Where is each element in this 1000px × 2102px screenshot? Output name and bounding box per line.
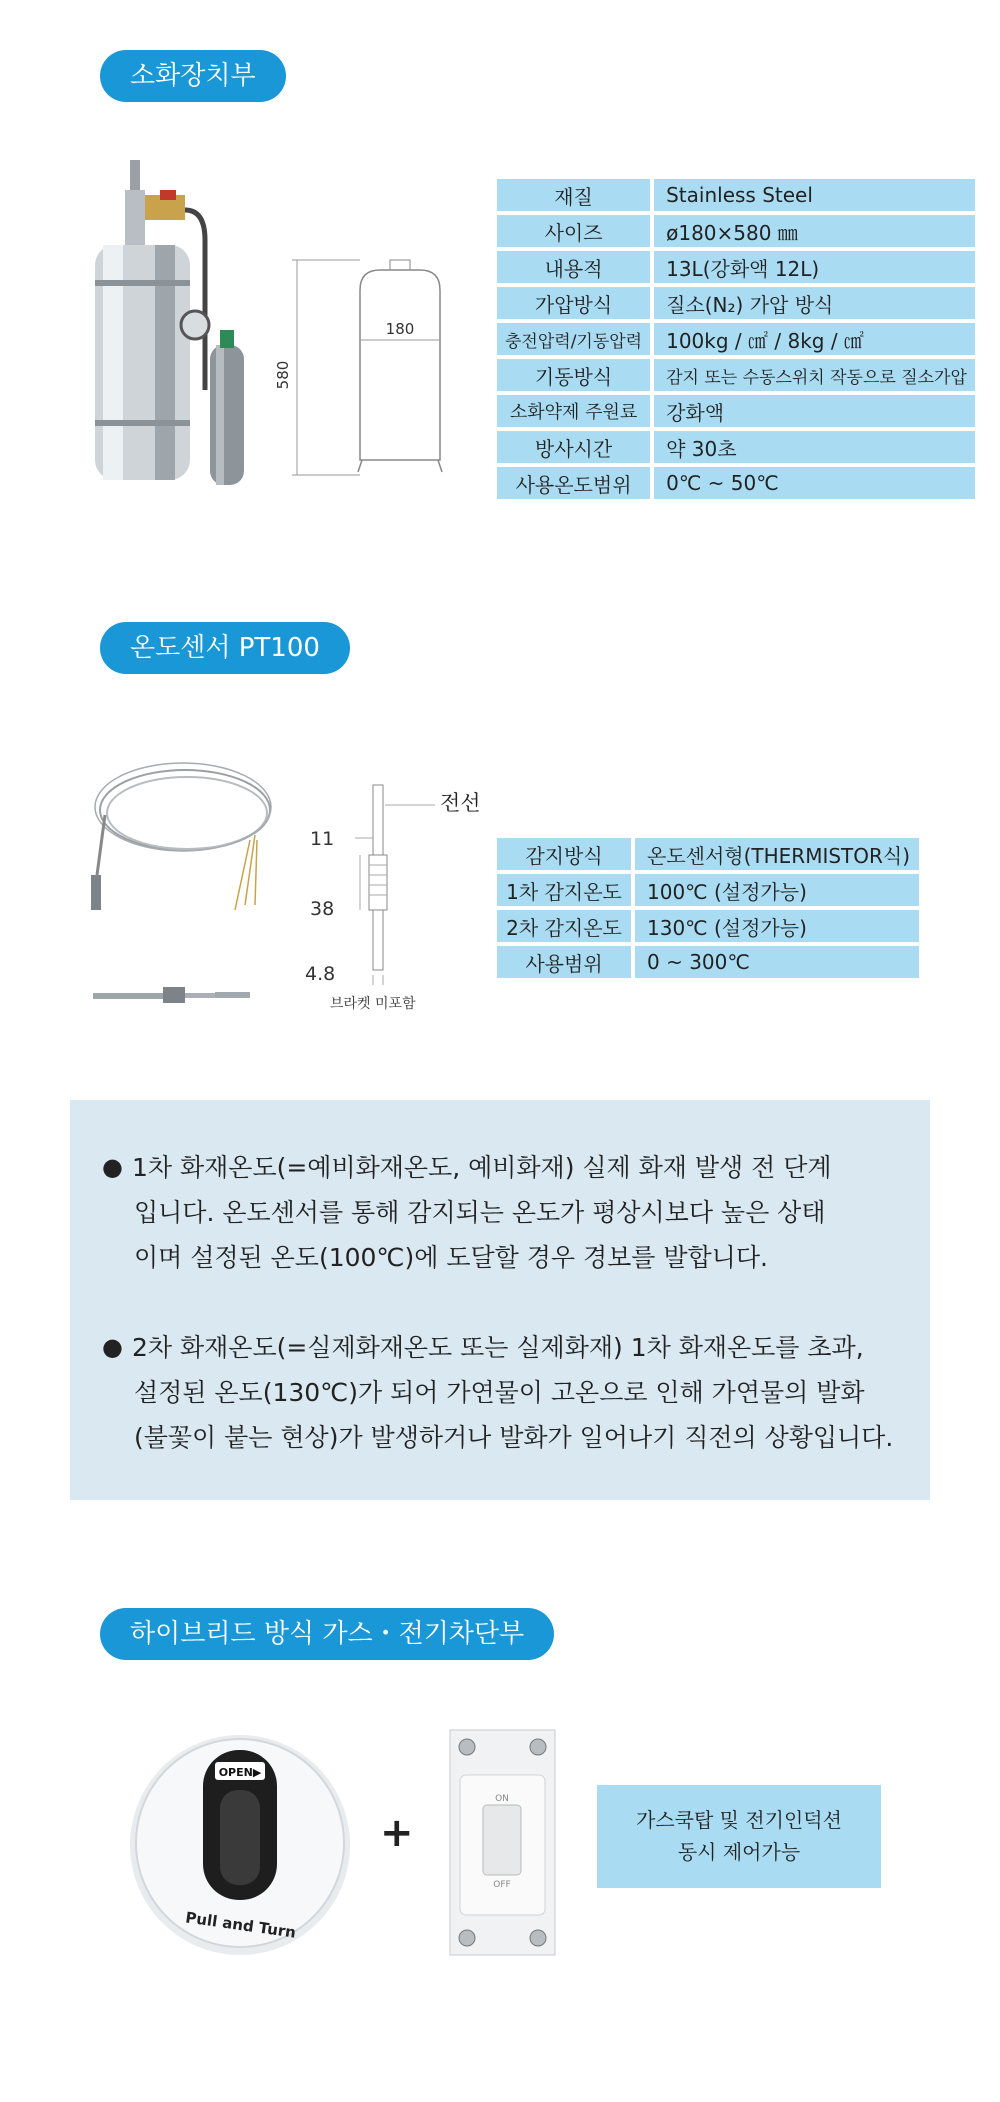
spec-value: 온도센서형(THERMISTOR식) [635,838,919,870]
sensor-spec-table [497,834,919,982]
spec-key: 가압방식 [497,287,654,319]
sensor-drawing [300,775,485,1020]
table-row [497,431,975,463]
spec-value: 100kg / ㎠ / 8kg / ㎠ [654,323,975,355]
spec-key: 사용온도범위 [497,467,654,499]
note-line: 1차 화재온도(=예비화재온도, 예비화재) 실제 화재 발생 전 단계 [132,1153,832,1182]
spec-value: ø180×580 ㎜ [654,215,975,247]
spec-key: 2차 감지온도 [497,910,635,942]
note-line: (불꽃이 붙는 현상)가 발생하거나 발화가 일어나기 직전의 상황입니다. [134,1423,894,1452]
breaker-on-label: ON [495,1794,509,1804]
table-row [497,323,975,355]
table-row [497,946,919,978]
breaker-off-label: OFF [493,1880,511,1890]
extinguisher-spec-table [497,175,975,503]
table-row [497,910,919,942]
control-caption-box [597,1785,881,1888]
electric-breaker [445,1725,560,1960]
table-row [497,467,975,499]
spec-value: 강화액 [654,395,975,427]
table-row [497,215,975,247]
bullet-icon: ● [102,1153,123,1181]
gas-shutoff-knob [125,1730,355,1960]
table-row [497,395,975,427]
note-line: 2차 화재온도(=실제화재온도 또는 실제화재) 1차 화재온도를 초과, [132,1333,864,1362]
note-second-fire-temperature [102,1325,893,1460]
spec-key: 내용적 [497,251,654,283]
spec-key: 방사시간 [497,431,654,463]
bracket-note: 브라켓 미포함 [330,996,416,1012]
dimension-4-8-label: 4.8 [305,963,336,985]
dimension-38-label: 38 [310,898,335,920]
spec-key: 사용범위 [497,946,635,978]
extinguisher-photo [85,150,275,490]
note-line: 입니다. 온도센서를 통해 감지되는 온도가 평상시보다 높은 상태 [134,1198,826,1227]
section-title-hybrid-shutoff: 하이브리드 방식 가스・전기차단부 [100,1608,554,1660]
bullet-icon: ● [102,1333,123,1361]
spec-key: 충전압력/기동압력 [497,323,654,355]
table-row [497,287,975,319]
note-first-fire-temperature [102,1145,832,1280]
spec-key: 감지방식 [497,838,635,870]
spec-key: 사이즈 [497,215,654,247]
spec-value: 감지 또는 수동스위치 작동으로 질소가압 [654,359,975,391]
table-row [497,874,919,906]
caption-line: 동시 제어가능 [677,1840,801,1864]
spec-value: 질소(N₂) 가압 방식 [654,287,975,319]
caption-line: 가스쿡탑 및 전기인덕션 [636,1808,842,1832]
note-line: 이며 설정된 온도(100℃)에 도달할 경우 경보를 발합니다. [134,1243,768,1272]
spec-key: 기동방식 [497,359,654,391]
spec-value: 100℃ (설정가능) [635,874,919,906]
spec-value: 0℃ ~ 50℃ [654,467,975,499]
section-title-sensor: 온도센서 PT100 [100,622,350,674]
spec-key: 1차 감지온도 [497,874,635,906]
knob-open-label: OPEN▶ [218,1766,262,1779]
spec-value: 13L(강화액 12L) [654,251,975,283]
table-row [497,251,975,283]
section-title-extinguisher: 소화장치부 [100,50,286,102]
dimension-580-label: 580 [274,360,292,390]
table-row [497,179,975,211]
spec-value: 약 30초 [654,431,975,463]
fire-temperature-notes [70,1100,930,1500]
spec-value: Stainless Steel [654,179,975,211]
dimension-180-label: 180 [385,320,415,338]
spec-value: 0 ~ 300℃ [635,946,919,978]
sensor-photo [85,755,275,1020]
note-line: 설정된 온도(130℃)가 되어 가연물이 고온으로 인해 가연물의 발화 [134,1378,865,1407]
knob-pull-turn-label: Pull and Turn [184,1908,298,1942]
plus-sign: + [380,1810,414,1856]
extinguisher-drawing [270,250,470,485]
spec-value: 130℃ (설정가능) [635,910,919,942]
table-row [497,838,919,870]
table-row [497,359,975,391]
spec-key: 소화약제 주원료 [497,395,654,427]
spec-key: 재질 [497,179,654,211]
wire-label: 전선 [440,791,481,815]
dimension-11-label: 11 [310,828,335,850]
